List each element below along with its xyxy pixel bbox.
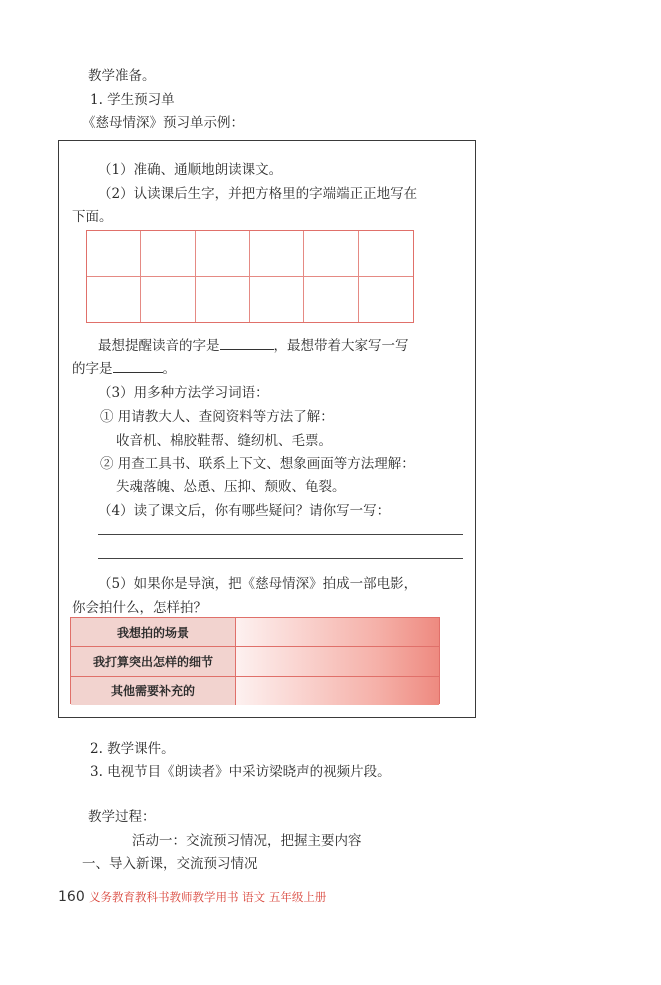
sheet-q3: （3）用多种方法学习词语：: [98, 385, 269, 401]
answer-line-2[interactable]: [98, 558, 463, 559]
grid-cell[interactable]: [87, 231, 141, 277]
sheet-q3b: ② 用查工具书、联系上下文、想象画面等方法理解：: [100, 456, 415, 472]
grid-cell[interactable]: [250, 231, 304, 277]
table-row-label: 我打算突出怎样的细节: [71, 647, 236, 675]
table-answer-cell[interactable]: [236, 677, 439, 705]
sheet-q2-line1: （2）认读课后生字，并把方格里的字端端正正地写在: [98, 186, 418, 202]
fill-blank-1[interactable]: [220, 348, 274, 350]
table-row: [71, 677, 439, 705]
process-heading: 教学过程：: [88, 809, 156, 825]
director-table: [70, 617, 440, 704]
answer-line-1[interactable]: [98, 534, 463, 535]
sheet-q5-line1: （5）如果你是导演，把《慈母情深》拍成一部电影，: [98, 576, 418, 592]
table-row: [71, 618, 439, 647]
grid-cell[interactable]: [87, 277, 141, 323]
sheet-q3a: ① 用请教大人、查阅资料等方法了解：: [100, 409, 334, 425]
table-answer-cell[interactable]: [236, 647, 439, 675]
table-row-label: 我想拍的场景: [71, 618, 236, 646]
q2b-text-3: 的字是: [72, 361, 113, 377]
section-title: 一、导入新课，交流预习情况: [82, 856, 258, 872]
grid-cell[interactable]: [196, 277, 250, 323]
table-row-label: 其他需要补充的: [71, 677, 236, 705]
grid-cell[interactable]: [304, 231, 358, 277]
sheet-q3a-words: 收音机、棉胶鞋帮、缝纫机、毛票。: [116, 433, 332, 449]
grid-cell[interactable]: [196, 231, 250, 277]
grid-cell[interactable]: [359, 231, 413, 277]
grid-cell[interactable]: [141, 277, 195, 323]
book-title: 义务教育教科书教师教学用书 语文 五年级上册: [89, 890, 327, 904]
grid-cell[interactable]: [141, 231, 195, 277]
q2b-text-2: ，最想带着大家写一写: [273, 338, 409, 354]
grid-cell[interactable]: [359, 277, 413, 323]
fill-blank-2[interactable]: [113, 371, 163, 373]
sheet-q2b-line2: [72, 357, 176, 377]
page-number: 160: [58, 889, 85, 905]
table-row: [71, 647, 439, 676]
sheet-q4: （4）读了课文后，你有哪些疑问？请你写一写：: [98, 503, 391, 519]
prep-example-title: 《慈母情深》预习单示例：: [82, 115, 244, 131]
sheet-q2-line2: 下面。: [72, 209, 113, 225]
activity-title: 活动一：交流预习情况，把握主要内容: [132, 833, 362, 849]
prep-heading: 教学准备。: [88, 68, 156, 84]
table-answer-cell[interactable]: [236, 618, 439, 646]
writing-grid: [86, 230, 414, 323]
grid-cell[interactable]: [250, 277, 304, 323]
page-footer: [58, 889, 326, 905]
q2b-text-4: 。: [162, 361, 176, 377]
grid-cell[interactable]: [304, 277, 358, 323]
sheet-q2b-line1: [98, 334, 409, 354]
sheet-q3b-words: 失魂落魄、怂恿、压抑、颓败、龟裂。: [116, 479, 346, 495]
q2b-text-1: 最想提醒读音的字是: [98, 338, 220, 354]
sheet-q5-line2: 你会拍什么，怎样拍？: [72, 600, 207, 616]
sheet-q1: （1）准确、通顺地朗读课文。: [98, 162, 283, 178]
prep-item-1: 1. 学生预习单: [90, 92, 175, 108]
prep-item-2: 2. 教学课件。: [90, 741, 175, 757]
prep-item-3: 3. 电视节目《朗读者》中采访梁晓声的视频片段。: [90, 764, 391, 780]
